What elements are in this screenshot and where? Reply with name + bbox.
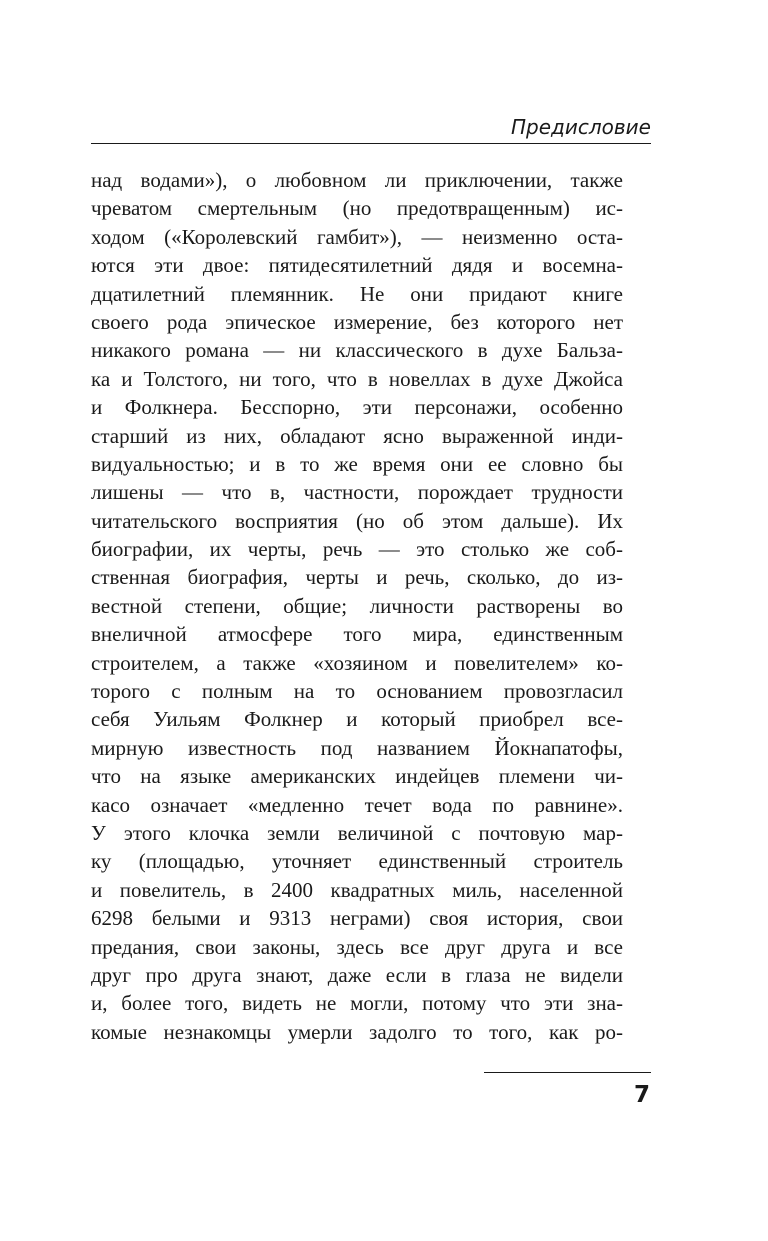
text-line: ку (площадью, уточняет единственный строитель: [91, 849, 623, 874]
text-line: ственная биография, черты и речь, сколько, до из-: [91, 565, 623, 590]
text-line: ка и Толстого, ни того, что в новеллах в духе Джойса: [91, 366, 623, 391]
text-line: читательского восприятия (но об этом дальше). Их: [91, 508, 623, 533]
text-line: комые незнакомцы умерли задолго то того, как ро-: [91, 1019, 623, 1044]
text-line: и, более того, видеть не могли, потому что эти зна-: [91, 991, 623, 1016]
text-line: мирную известность под названием Йокнапатофы,: [91, 735, 623, 760]
text-line: лишены — что в, частности, порождает трудности: [91, 480, 623, 505]
text-line: касо означает «медленно течет вода по равнине».: [91, 792, 623, 817]
text-line: друг про друга знают, даже если в глаза не видели: [91, 962, 623, 987]
text-line: своего рода эпическое измерение, без которого нет: [91, 309, 623, 334]
page-number: 7: [633, 1082, 650, 1108]
text-line: и Фолкнера. Бесспорно, эти персонажи, особенно: [91, 395, 623, 420]
text-line: чреватом смертельным (но предотвращенным) ис-: [91, 196, 623, 221]
text-line: никакого романа — ни классического в духе Бальза-: [91, 338, 623, 363]
text-line: внеличной атмосфере того мира, единственным: [91, 622, 623, 647]
text-line: старший из них, обладают ясно выраженной инди-: [91, 423, 623, 448]
text-line: предания, свои законы, здесь все друг друга и все: [91, 934, 623, 959]
text-line: торого с полным на то основанием провозгласил: [91, 679, 623, 704]
text-line: вестной степени, общие; личности растворены во: [91, 593, 623, 618]
text-line: видуальностью; и в то же время они ее словно бы: [91, 451, 623, 476]
footer-rule: [484, 1072, 651, 1073]
text-line: себя Уильям Фолкнер и который приобрел все-: [91, 707, 623, 732]
running-head-title: Предисловие: [511, 115, 651, 139]
text-line: и повелитель, в 2400 квадратных миль, населенной: [91, 877, 623, 902]
text-line: У этого клочка земли величиной с почтовую мар-: [91, 820, 623, 845]
header-rule: [91, 143, 651, 144]
text-line: ходом («Королевский гамбит»), — неизменно оста-: [91, 224, 623, 249]
text-line: что на языке американских индейцев племени чи-: [91, 764, 623, 789]
body-paragraph: [91, 166, 623, 1046]
text-line: биографии, их черты, речь — это столько же соб-: [91, 537, 623, 562]
text-line: ются эти двое: пятидесятилетний дядя и восемна-: [91, 253, 623, 278]
text-line: над водами»), о любовном ли приключении, также: [91, 168, 623, 192]
text-line: 6298 белыми и 9313 неграми) своя история, свои: [91, 906, 623, 931]
text-line: строителем, а также «хозяином и повелителем» ко-: [91, 650, 623, 675]
text-line: дцатилетний племянник. Не они придают книге: [91, 281, 623, 306]
